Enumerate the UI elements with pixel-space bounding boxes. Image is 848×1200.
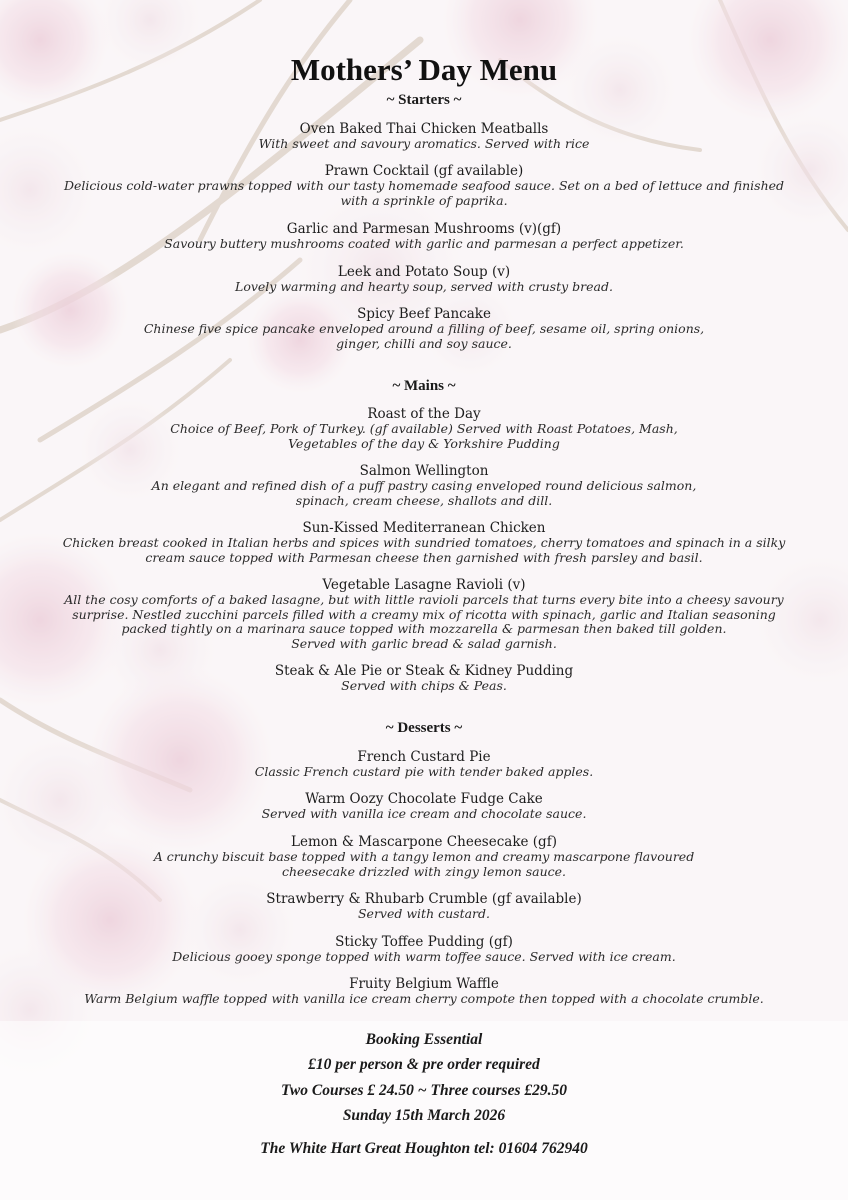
item-description: Served with custard.: [357, 906, 490, 921]
item-description: spinach, cream cheese, shallots and dill.: [295, 492, 553, 508]
booking-essential-note: Booking Essential: [365, 1031, 483, 1048]
item-description: Lovely warming and hearty soup, served with crusty bread.: [235, 279, 613, 294]
menu-item: [60, 163, 788, 208]
item-name: Spicy Beef Pancake: [357, 306, 491, 322]
menu-item: [60, 577, 788, 651]
section-heading-starters: ~ Starters ~: [386, 92, 462, 108]
item-name: Strawberry & Rhubarb Crumble (gf available): [266, 891, 582, 907]
booking-footer: [0, 1021, 848, 1200]
section-heading-mains: ~ Mains ~: [392, 378, 456, 394]
item-description: ginger, chilli and soy sauce.: [336, 335, 512, 351]
item-name: Garlic and Parmesan Mushrooms (v)(gf): [286, 221, 562, 237]
menu-item: [60, 934, 788, 965]
menu-item: [60, 891, 788, 922]
menu-item: [60, 406, 788, 451]
menu-item: [60, 221, 788, 252]
item-name: Warm Oozy Chocolate Fudge Cake: [305, 791, 543, 807]
menu-item: [60, 749, 788, 780]
menu-item: [60, 463, 788, 508]
item-description: Chinese five spice pancake enveloped around a filling of beef, sesame oil, spring onions,: [143, 321, 705, 336]
item-description: Choice of Beef, Pork of Turkey. (gf available) Served with Roast Potatoes, Mash,: [170, 421, 678, 436]
item-name: French Custard Pie: [357, 749, 491, 765]
item-description: Chicken breast cooked in Italian herbs and spices with sundried tomatoes, cherry tomatoes and spinach in a silky: [62, 535, 786, 550]
menu-item: [60, 306, 788, 351]
menu-item: [60, 791, 788, 822]
venue-contact: The White Hart Great Houghton tel: 01604 762940: [260, 1140, 588, 1157]
item-description: surprise. Nestled zucchini parcels filled with a creamy mix of ricotta with spinach, garlic and Italian seasoning: [72, 606, 776, 622]
item-description: Savoury buttery mushrooms coated with garlic and parmesan a perfect appetizer.: [164, 236, 684, 251]
item-description: cheesecake drizzled with zingy lemon sauce.: [281, 863, 567, 879]
item-name: Lemon & Mascarpone Cheesecake (gf): [291, 834, 557, 850]
item-name: Salmon Wellington: [359, 463, 489, 479]
menu-item: [60, 663, 788, 694]
item-description: Classic French custard pie with tender baked apples.: [254, 764, 594, 779]
item-description: Served with vanilla ice cream and chocolate sauce.: [261, 806, 587, 821]
item-description: All the cosy comforts of a baked lasagne, but with little ravioli parcels that turns every bite into a cheesy savoury: [64, 592, 784, 607]
price-note: £10 per person & pre order required: [308, 1056, 540, 1073]
item-name: Vegetable Lasagne Ravioli (v): [322, 577, 526, 593]
item-description: Served with chips & Peas.: [341, 678, 507, 693]
event-date: Sunday 15th March 2026: [342, 1107, 506, 1124]
item-name: Prawn Cocktail (gf available): [324, 163, 524, 179]
menu-item: [60, 976, 788, 1007]
item-description: Delicious cold-water prawns topped with our tasty homemade seafood sauce. Set on a bed of lettuce and finished: [63, 178, 785, 193]
menu-item: [60, 121, 788, 152]
item-description: Vegetables of the day & Yorkshire Pudding: [288, 435, 560, 451]
item-description: An elegant and refined dish of a puff pastry casing enveloped round delicious salmon,: [151, 478, 697, 493]
item-name: Steak & Ale Pie or Steak & Kidney Pudding: [274, 663, 574, 679]
item-description: A crunchy biscuit base topped with a tangy lemon and creamy mascarpone flavoured: [153, 849, 695, 864]
item-name: Fruity Belgium Waffle: [349, 976, 499, 992]
item-name: Sun-Kissed Mediterranean Chicken: [302, 520, 546, 536]
item-description: Served with garlic bread & salad garnish.: [291, 635, 557, 651]
menu-item: [60, 264, 788, 295]
section-heading-desserts: ~ Desserts ~: [385, 720, 463, 736]
menu-title: Mothers’ Day Menu: [290, 52, 558, 87]
menu-item: [60, 520, 788, 565]
course-prices: Two Courses £ 24.50 ~ Three courses £29.50: [281, 1082, 567, 1099]
item-name: Sticky Toffee Pudding (gf): [335, 934, 513, 950]
item-description: cream sauce topped with Parmesan cheese then garnished with fresh parsley and basil.: [145, 549, 703, 565]
item-description: packed tightly on a marinara sauce topped with mozzarella & parmesan then baked till golden.: [121, 621, 727, 636]
item-name: Roast of the Day: [367, 406, 481, 422]
item-name: Leek and Potato Soup (v): [337, 264, 511, 280]
item-description: With sweet and savoury aromatics. Served with rice: [258, 136, 590, 151]
menu-item: [60, 834, 788, 879]
item-description: Warm Belgium waffle topped with vanilla ice cream cherry compote then topped with a chocolate crumble.: [84, 991, 764, 1006]
item-description: with a sprinkle of paprika.: [340, 192, 508, 208]
item-name: Oven Baked Thai Chicken Meatballs: [299, 121, 549, 137]
item-description: Delicious gooey sponge topped with warm toffee sauce. Served with ice cream.: [172, 949, 676, 964]
